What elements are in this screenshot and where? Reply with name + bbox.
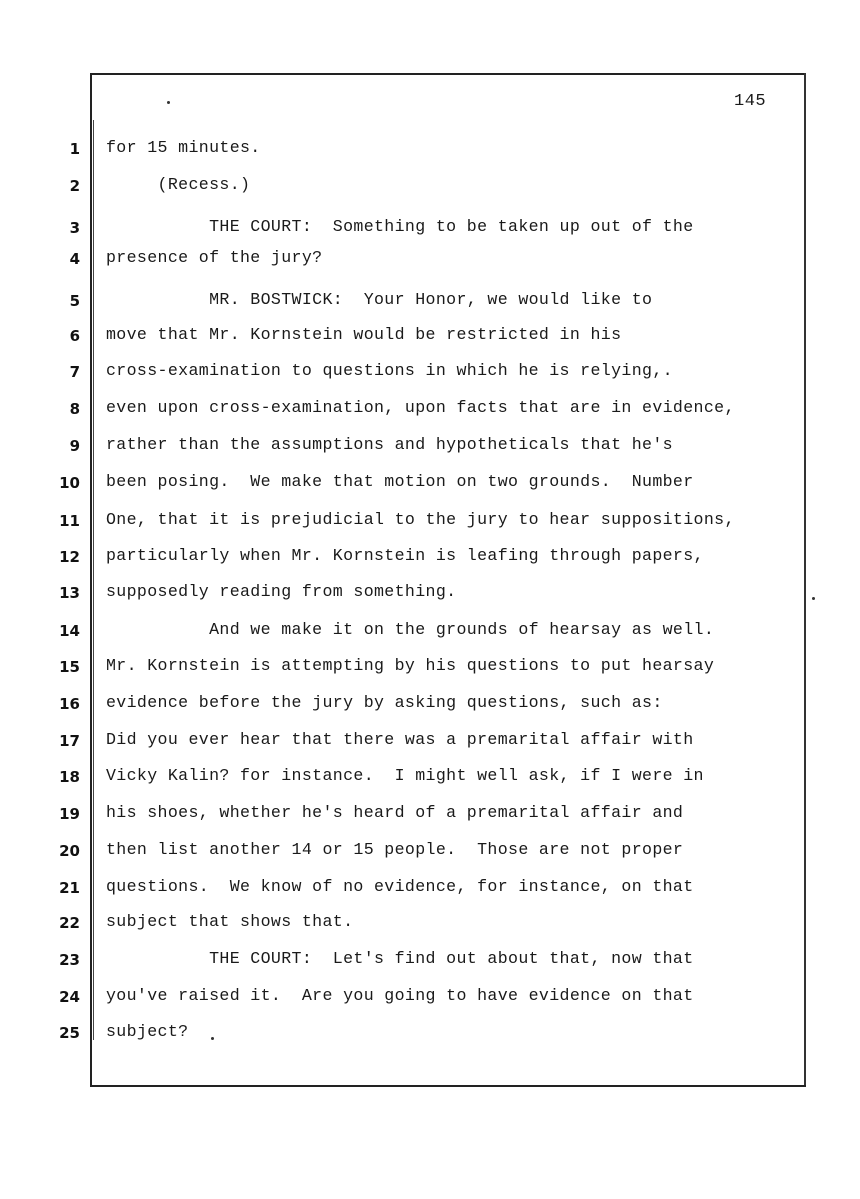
scan-speck [812, 597, 815, 600]
transcript-line: THE COURT: Let's find out about that, now that [106, 949, 694, 968]
transcript-line: presence of the jury? [106, 248, 323, 267]
transcript-line: his shoes, whether he's heard of a premarital affair and [106, 803, 684, 822]
line-number: 21 [59, 879, 80, 897]
line-number: 22 [59, 914, 80, 932]
page-border-right [804, 73, 806, 1086]
transcript-line: questions. We know of no evidence, for instance, on that [106, 877, 694, 896]
transcript-line: been posing. We make that motion on two grounds. Number [106, 472, 694, 491]
transcript-line: (Recess.) [106, 175, 251, 194]
line-number: 4 [69, 250, 80, 268]
line-number: 10 [59, 474, 80, 492]
transcript-line: supposedly reading from something. [106, 582, 457, 601]
line-number: 5 [69, 292, 80, 310]
transcript-line: move that Mr. Kornstein would be restricted in his [106, 325, 622, 344]
transcript-line: One, that it is prejudicial to the jury to hear suppositions, [106, 510, 735, 529]
transcript-line: for 15 minutes. [106, 138, 261, 157]
transcript-line: Did you ever hear that there was a premarital affair with [106, 730, 694, 749]
page-border-top [90, 73, 806, 75]
line-number: 15 [59, 658, 80, 676]
line-number: 13 [59, 584, 80, 602]
transcript-line: evidence before the jury by asking questions, such as: [106, 693, 663, 712]
line-number: 20 [59, 842, 80, 860]
transcript-line: particularly when Mr. Kornstein is leafing through papers, [106, 546, 704, 565]
line-number: 25 [59, 1024, 80, 1042]
line-number: 24 [59, 988, 80, 1006]
transcript-line: subject that shows that. [106, 912, 354, 931]
transcript-line: subject? [106, 1022, 189, 1041]
line-number: 14 [59, 622, 80, 640]
transcript-line: And we make it on the grounds of hearsay as well. [106, 620, 715, 639]
line-number: 16 [59, 695, 80, 713]
line-number: 17 [59, 732, 80, 750]
transcript-line: Mr. Kornstein is attempting by his questions to put hearsay [106, 656, 715, 675]
line-number: 9 [69, 437, 80, 455]
transcript-line: then list another 14 or 15 people. Those are not proper [106, 840, 684, 859]
transcript-line: THE COURT: Something to be taken up out of the [106, 217, 694, 236]
page-border-bottom [90, 1085, 806, 1087]
line-number: 7 [69, 363, 80, 381]
line-number: 1 [69, 140, 80, 158]
transcript-line: cross-examination to questions in which he is relying,. [106, 361, 673, 380]
transcript-line: rather than the assumptions and hypotheticals that he's [106, 435, 673, 454]
line-number: 19 [59, 805, 80, 823]
line-number: 6 [69, 327, 80, 345]
page-border-left [90, 73, 92, 1086]
line-number: 23 [59, 951, 80, 969]
line-number: 11 [59, 512, 80, 530]
scan-speck [167, 101, 170, 104]
line-number: 2 [69, 177, 80, 195]
scan-speck [211, 1037, 214, 1040]
page-number: 145 [734, 92, 767, 111]
margin-rule [93, 120, 94, 1040]
transcript-line: Vicky Kalin? for instance. I might well ask, if I were in [106, 766, 704, 785]
line-number: 18 [59, 768, 80, 786]
line-number: 8 [69, 400, 80, 418]
transcript-line: you've raised it. Are you going to have evidence on that [106, 986, 694, 1005]
transcript-line: MR. BOSTWICK: Your Honor, we would like to [106, 290, 653, 309]
line-number: 3 [69, 219, 80, 237]
line-number: 12 [59, 548, 80, 566]
transcript-line: even upon cross-examination, upon facts that are in evidence, [106, 398, 735, 417]
